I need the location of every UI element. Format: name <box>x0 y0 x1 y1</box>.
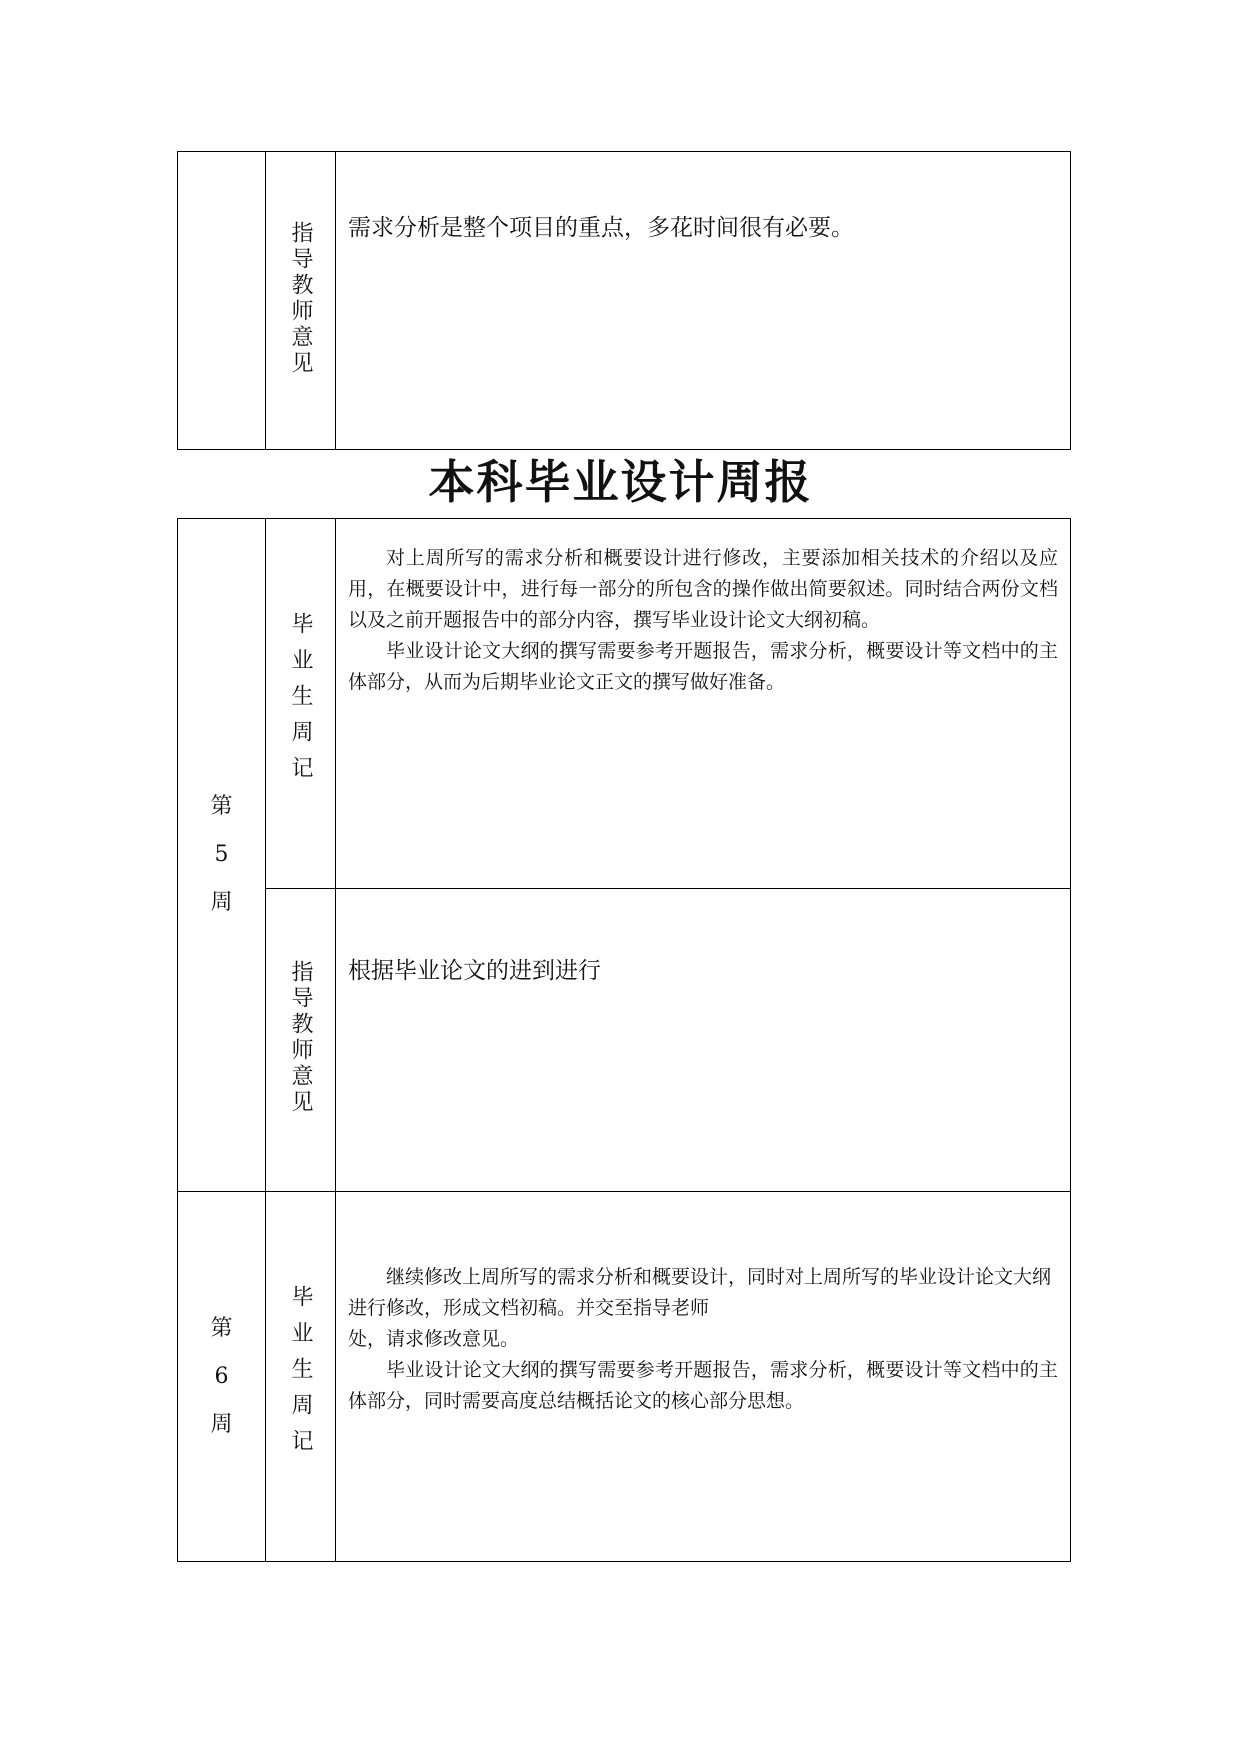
top-advisor-label-cell <box>266 152 336 450</box>
advisor-opinion-label: 指导教师意见 <box>288 960 313 1116</box>
top-week-cell <box>178 152 266 450</box>
week5-journal-row <box>178 519 1071 889</box>
top-advisor-row <box>178 152 1071 450</box>
week5-journal-para-1: 对上周所写的需求分析和概要设计进行修改，主要添加相关技术的介绍以及应用，在概要设计中，进行每一部分的所包含的操作做出简要叙述。同时结合两份文档以及之前开题报告中的部分内容，撰写毕业设计论文大纲初稿。 <box>348 547 1058 631</box>
week5-prefix: 第 <box>210 794 233 819</box>
week5-journal-para-2: 毕业设计论文大纲的撰写需要参考开题报告，需求分析，概要设计等文档中的主体部分，从而为后期毕业论文正文的撰写做好准备。 <box>348 640 1058 693</box>
student-journal-label: 毕业生周记 <box>288 611 313 792</box>
top-section-table <box>177 151 1071 450</box>
week5-advisor-content-cell <box>336 889 1071 1192</box>
week6-prefix: 第 <box>210 1315 233 1341</box>
week6-journal-row <box>178 1192 1071 1562</box>
student-journal-label: 毕业生周记 <box>288 1284 313 1465</box>
week5-advisor-label-cell <box>266 889 336 1192</box>
advisor-opinion-label: 指导教师意见 <box>288 220 313 377</box>
week5-journal-label-cell <box>266 519 336 889</box>
week6-journal-content-cell <box>336 1192 1071 1562</box>
weekly-report-table <box>177 518 1071 1562</box>
week6-suffix: 周 <box>210 1411 233 1437</box>
week5-number: 5 <box>214 842 229 867</box>
report-title: 本科毕业设计周报 <box>428 455 813 509</box>
week5-journal-content-cell <box>336 519 1071 889</box>
week6-journal-para-2: 处，请求修改意见。 <box>348 1328 520 1350</box>
week5-advisor-row <box>178 889 1071 1192</box>
week6-number: 6 <box>214 1363 229 1389</box>
top-advisor-text: 需求分析是整个项目的重点，多花时间很有必要。 <box>348 215 854 241</box>
week6-journal-para-1: 继续修改上周所写的需求分析和概要设计，同时对上周所写的毕业设计论文大纲进行修改，形成文档初稿。并交至指导老师 <box>348 1266 1052 1319</box>
week5-advisor-text: 根据毕业论文的进到进行 <box>348 958 601 984</box>
week6-cell <box>178 1192 266 1562</box>
week6-journal-para-3: 毕业设计论文大纲的撰写需要参考开题报告，需求分析，概要设计等文档中的主体部分，同时需要高度总结概括论文的核心部分思想。 <box>348 1359 1058 1412</box>
week5-suffix: 周 <box>210 890 233 915</box>
top-advisor-content-cell <box>336 152 1071 450</box>
week6-journal-label-cell <box>266 1192 336 1562</box>
week5-cell <box>178 519 266 1192</box>
